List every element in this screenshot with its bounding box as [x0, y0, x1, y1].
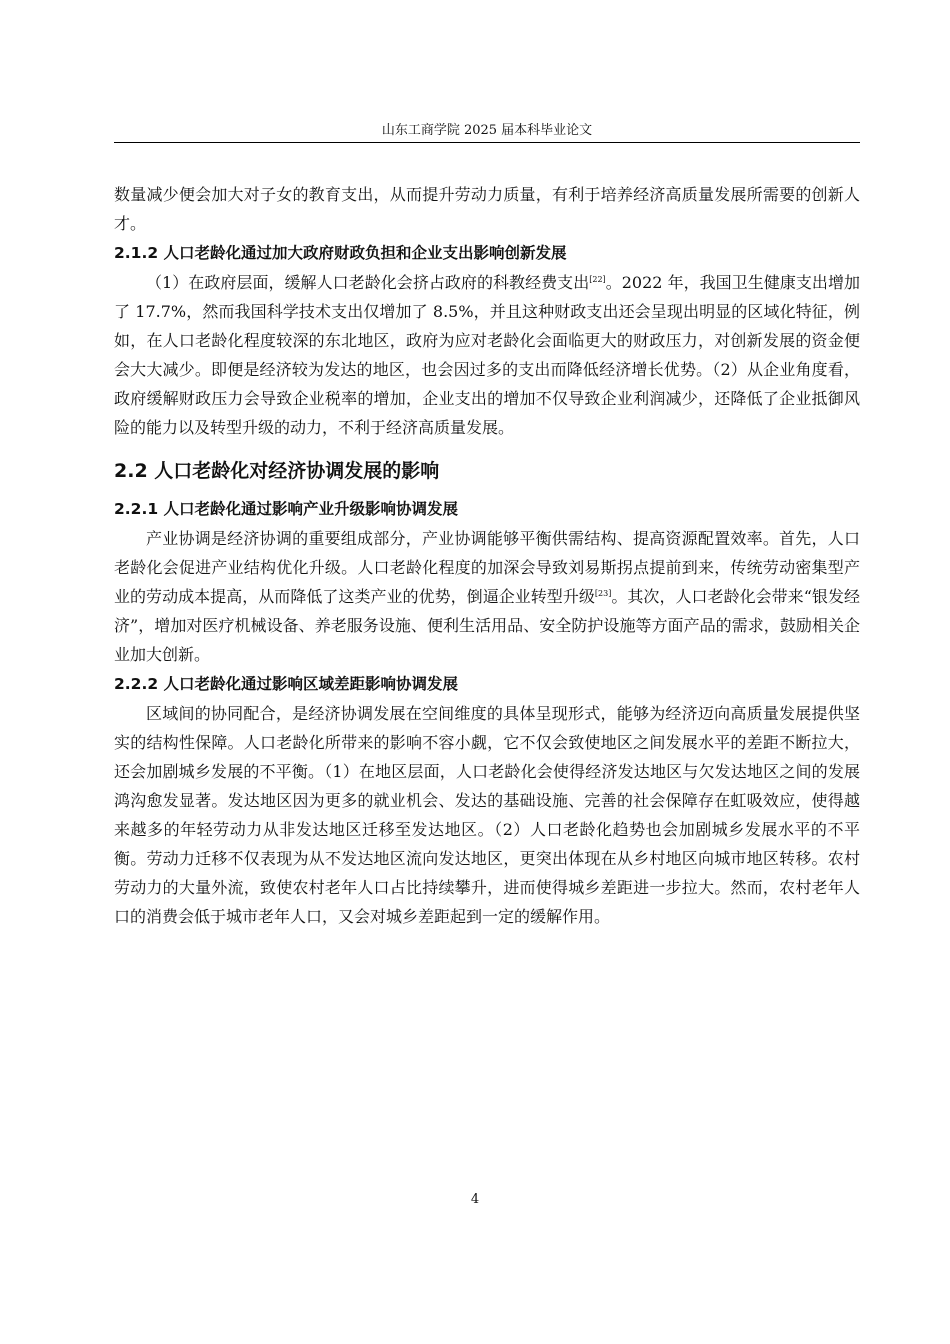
page-number: 4: [470, 1192, 480, 1207]
text-span: 。其次，人口老龄化会带来“银发经济”，增加对医疗机械设备、养老服务设施、便利生活用品、安全防护设施等方面产品的需求，鼓励相关企业加大创新。: [114, 587, 860, 664]
paragraph-2-1-2: [114, 268, 860, 442]
page-body: [114, 180, 860, 931]
header-rule: [114, 142, 860, 143]
text-span: 。2022 年，我国卫生健康支出增加了 17.7%，然而我国科学技术支出仅增加了 8.5%，并且这种财政支出还会呈现出明显的区域化特征，例如，在人口老龄化程度较深的东北地区，政府为应对老龄化会面临更大的财政压力，对创新发展的资金便会大大减少。即便是经济较为发达的地区，也会因过多的支出而降低经济增长优势。（2）从企业角度看，政府缓解财政压力会导致企业税率的增加，企业支出的增加不仅导致企业利润减少，还降低了企业抵御风险的能力以及转型升级的动力，不利于经济高质量发展。: [114, 273, 860, 437]
text-span: （1）在政府层面，缓解人口老龄化会挤占政府的科教经费支出: [146, 273, 590, 292]
citation-22: [22]: [589, 275, 606, 284]
heading-2-2-2: 2.2.2 人口老龄化通过影响区域差距影响协调发展: [114, 675, 459, 693]
heading-2-1-2: 2.1.2 人口老龄化通过加大政府财政负担和企业支出影响创新发展: [114, 244, 567, 262]
continuation-paragraph: 数量减少便会加大对子女的教育支出，从而提升劳动力质量，有利于培养经济高质量发展所需要的创新人才。: [114, 185, 860, 233]
paragraph-2-2-2: 区域间的协同配合，是经济协调发展在空间维度的具体呈现形式，能够为经济迈向高质量发展提供坚实的结构性保障。人口老龄化所带来的影响不容小觑，它不仅会致使地区之间发展水平的差距不断拉大，还会加剧城乡发展的不平衡。（1）在地区层面，人口老龄化会使得经济发达地区与欠发达地区之间的发展鸿沟愈发显著。发达地区因为更多的就业机会、发达的基础设施、完善的社会保障存在虹吸效应，使得越来越多的年轻劳动力从非发达地区迁移至发达地区。（2）人口老龄化趋势也会加剧城乡发展水平的不平衡。劳动力迁移不仅表现为从不发达地区流向发达地区，更突出体现在从乡村地区向城市地区转移。农村劳动力的大量外流，致使农村老年人口占比持续攀升，进而使得城乡差距进一步拉大。然而，农村老年人口的消费会低于城市老年人口，又会对城乡差距起到一定的缓解作用。: [114, 704, 860, 926]
heading-2-2: 2.2 人口老龄化对经济协调发展的影响: [114, 460, 440, 482]
citation-23: [23]: [594, 589, 612, 598]
running-header: 山东工商学院 2025 届本科毕业论文: [381, 123, 593, 138]
text-span: 产业协调是经济协调的重要组成部分，产业协调能够平衡供需结构、提高资源配置效率。首先，人口老龄化会促进产业结构优化升级。人口老龄化程度的加深会导致刘易斯拐点提前到来，传统劳动密集型产业的劳动成本提高，从而降低了这类产业的优势，倒逼企业转型升级: [114, 529, 860, 606]
paragraph-2-2-1: [114, 524, 860, 669]
heading-2-2-1: 2.2.1 人口老龄化通过影响产业升级影响协调发展: [114, 500, 459, 518]
